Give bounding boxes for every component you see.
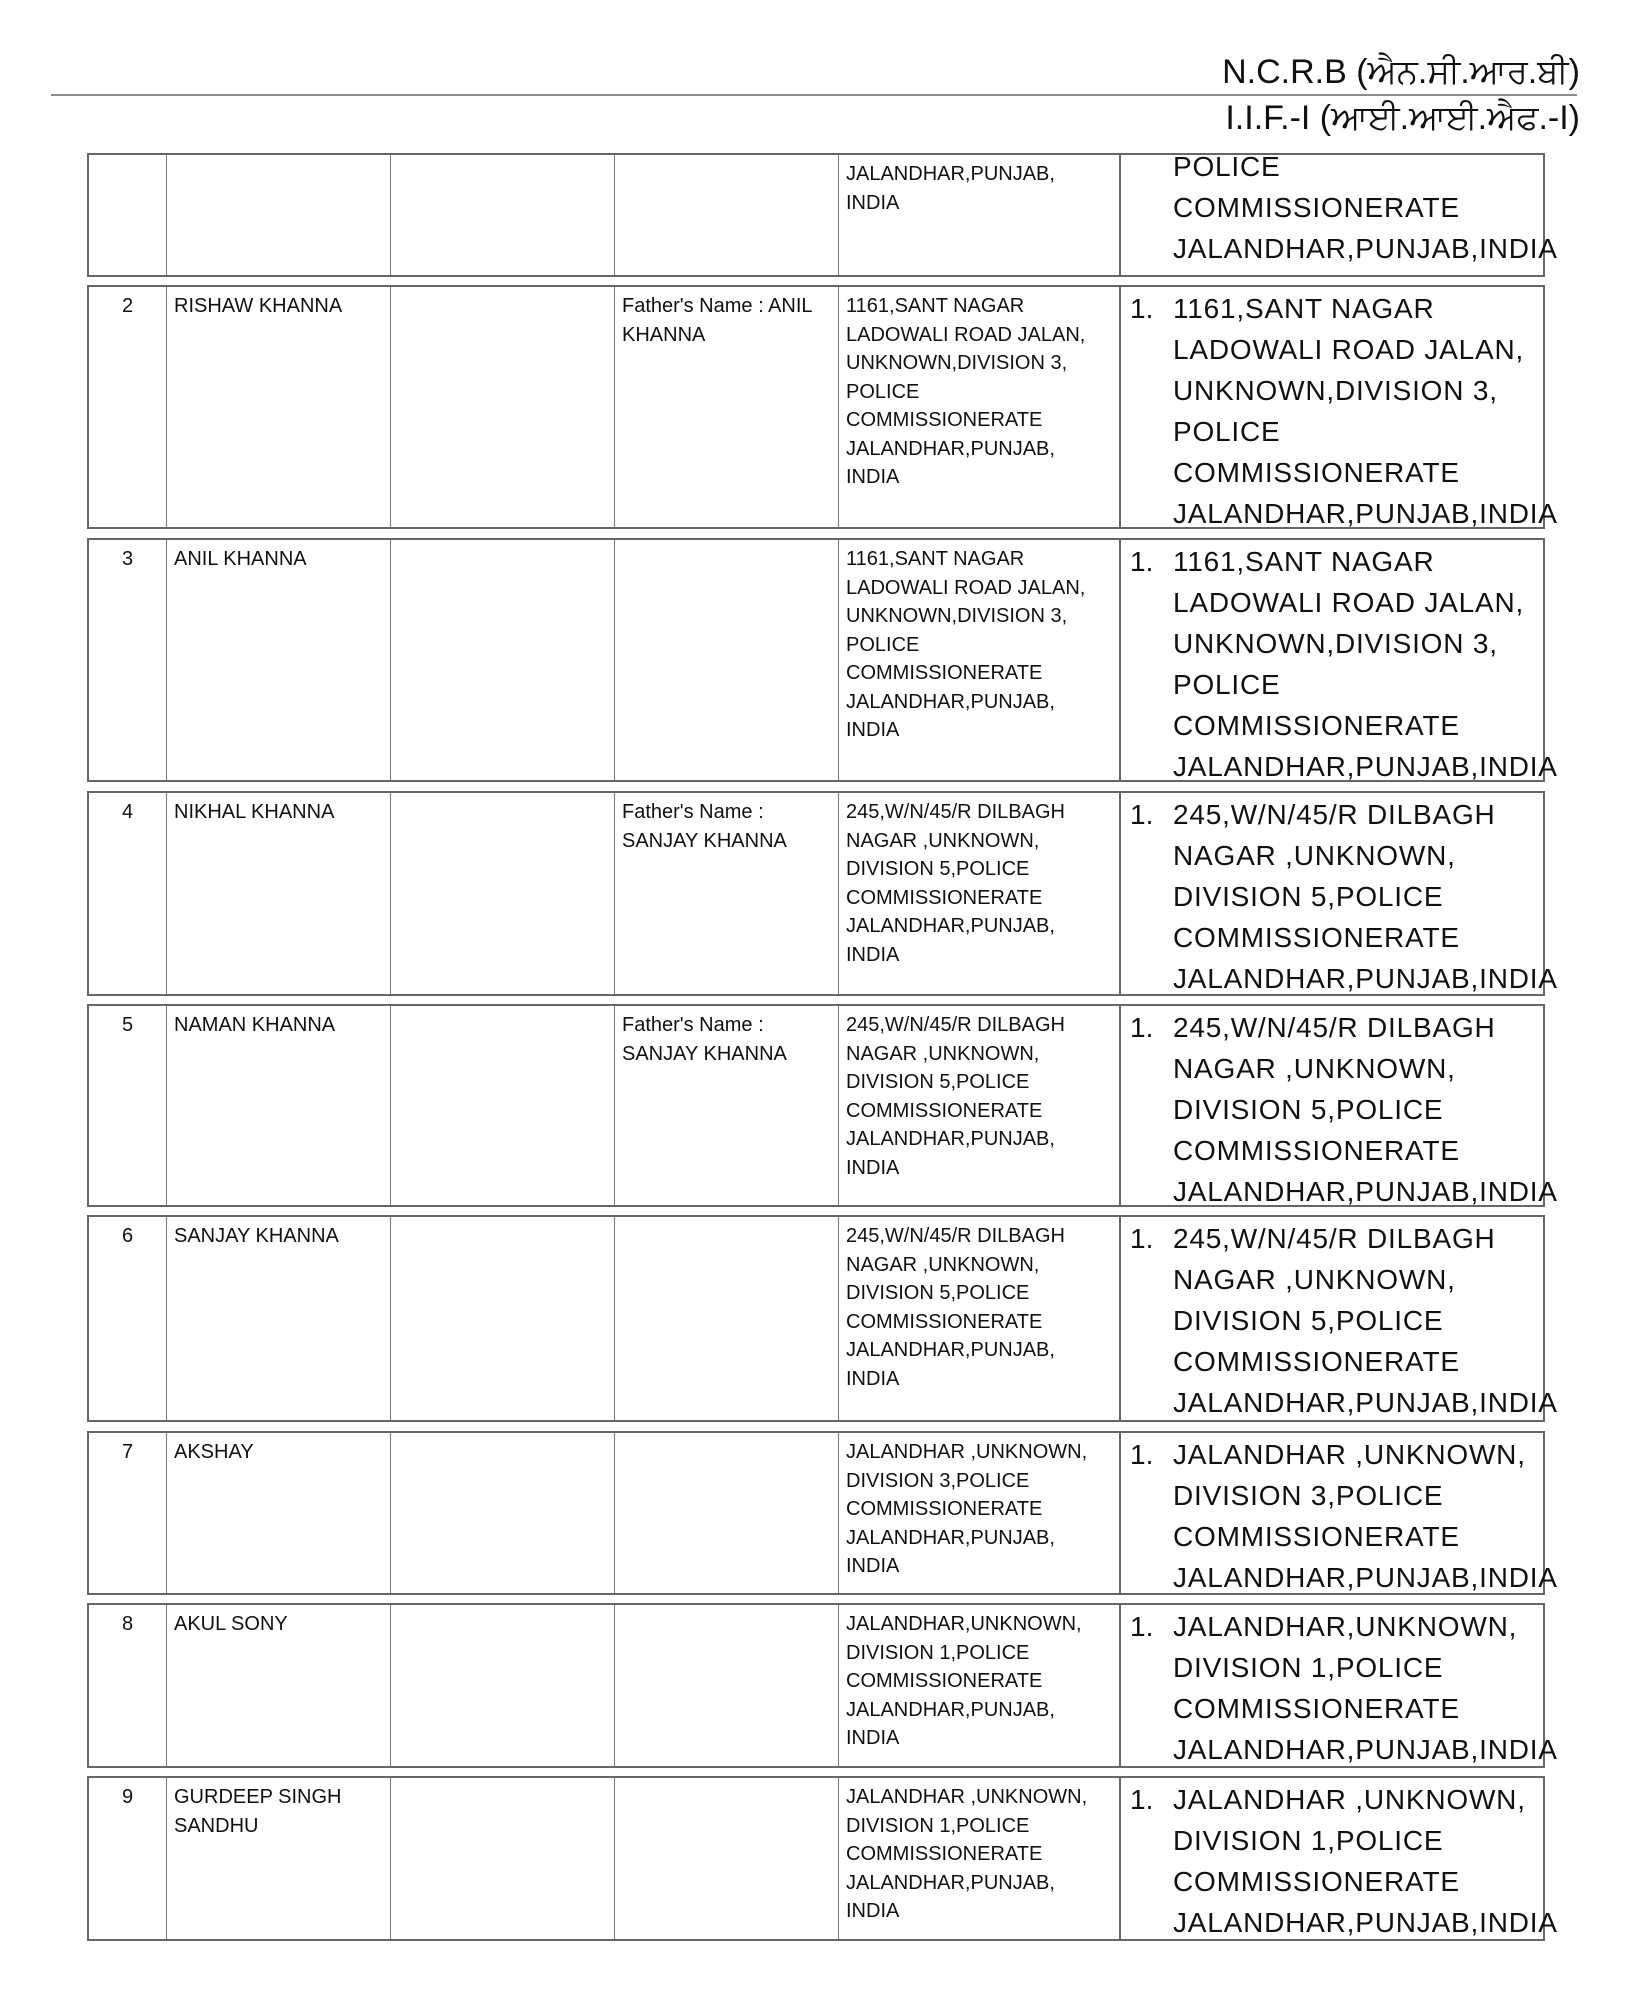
- address-list-cell: [1119, 1006, 1558, 1207]
- relative-name-cell: [614, 1217, 838, 1420]
- relative-name-cell: Father's Name : ANIL KHANNA: [614, 287, 838, 527]
- address-list-cell: [1119, 1217, 1558, 1420]
- name-cell: GURDEEP SINGH SANDHU: [166, 1778, 390, 1939]
- address-cell: 1161,SANT NAGAR LADOWALI ROAD JALAN, UNKNOWN,DIVISION 3, POLICE COMMISSIONERATE JALANDHAR,PUNJAB, INDIA: [838, 287, 1119, 527]
- list-marker: 1.: [1130, 799, 1154, 830]
- address-list-cell: [1119, 793, 1558, 994]
- alias-cell: [390, 540, 614, 780]
- relative-name-cell: [614, 155, 838, 275]
- address-list-cell: [1119, 1605, 1558, 1766]
- relative-name-cell: [614, 540, 838, 780]
- list-marker: 1.: [1130, 293, 1154, 324]
- address-list-item: JALANDHAR ,UNKNOWN, DIVISION 1,POLICE COMMISSIONERATE JALANDHAR,PUNJAB,INDIA: [1173, 1784, 1558, 1938]
- address-list-item: 245,W/N/45/R DILBAGH NAGAR ,UNKNOWN, DIVISION 5,POLICE COMMISSIONERATE JALANDHAR,PUNJAB,INDIA: [1173, 799, 1558, 994]
- serial-number-cell: 5: [121, 1014, 134, 1036]
- table-row: [87, 151, 1558, 277]
- name-cell: RISHAW KHANNA: [166, 287, 390, 527]
- serial-number-cell: [89, 155, 166, 275]
- table-row: [87, 1776, 1558, 1941]
- address-list-cell: [1119, 540, 1558, 782]
- table-row: [87, 1215, 1558, 1422]
- alias-cell: [390, 1006, 614, 1205]
- list-marker: 1.: [1130, 1223, 1154, 1254]
- address-list-item: POLICE COMMISSIONERATE JALANDHAR,PUNJAB,INDIA: [1173, 151, 1558, 264]
- form-title: I.I.F.-I (ਆਈ.ਆਈ.ਐਫ.-I): [1225, 99, 1580, 137]
- table-row: [87, 791, 1558, 996]
- serial-number-cell: 3: [121, 548, 134, 570]
- relative-name-cell: [614, 1433, 838, 1593]
- name-cell: AKUL SONY: [166, 1605, 390, 1766]
- address-list-item: 245,W/N/45/R DILBAGH NAGAR ,UNKNOWN, DIVISION 5,POLICE COMMISSIONERATE JALANDHAR,PUNJAB,INDIA: [1173, 1012, 1558, 1207]
- table-row: [87, 1603, 1558, 1768]
- alias-cell: [390, 1605, 614, 1766]
- table-row: [87, 1431, 1558, 1595]
- serial-number-cell: 2: [121, 295, 134, 317]
- alias-cell: [390, 793, 614, 994]
- alias-cell: [390, 1217, 614, 1420]
- name-cell: NIKHAL KHANNA: [166, 793, 390, 994]
- serial-number-cell: 6: [121, 1225, 134, 1247]
- address-list-cell: [1119, 1433, 1558, 1593]
- relative-name-cell: Father's Name : SANJAY KHANNA: [614, 793, 838, 994]
- alias-cell: [390, 1433, 614, 1593]
- address-list-item: 1161,SANT NAGAR LADOWALI ROAD JALAN, UNKNOWN,DIVISION 3, POLICE COMMISSIONERATE JALANDHAR,PUNJAB,INDIA: [1173, 293, 1558, 529]
- alias-cell: [390, 287, 614, 527]
- table-row: [87, 285, 1558, 529]
- table-row: [87, 1004, 1558, 1207]
- list-marker: 1.: [1130, 546, 1154, 577]
- serial-number-cell: 7: [121, 1441, 134, 1463]
- relative-name-cell: Father's Name : SANJAY KHANNA: [614, 1006, 838, 1205]
- name-cell: [166, 155, 390, 275]
- address-list-item: JALANDHAR,UNKNOWN, DIVISION 1,POLICE COMMISSIONERATE JALANDHAR,PUNJAB,INDIA: [1173, 1611, 1558, 1765]
- list-marker: 1.: [1130, 1012, 1154, 1043]
- address-list-cell: [1119, 151, 1558, 275]
- serial-number-cell: 4: [121, 801, 134, 823]
- serial-number-cell: 9: [121, 1786, 134, 1808]
- address-cell: JALANDHAR ,UNKNOWN, DIVISION 3,POLICE COMMISSIONERATE JALANDHAR,PUNJAB, INDIA: [838, 1433, 1119, 1593]
- address-cell: JALANDHAR,PUNJAB, INDIA: [838, 155, 1119, 275]
- list-marker: 1.: [1130, 1439, 1154, 1470]
- serial-number-cell: 8: [121, 1613, 134, 1635]
- name-cell: NAMAN KHANNA: [166, 1006, 390, 1205]
- address-cell: 245,W/N/45/R DILBAGH NAGAR ,UNKNOWN, DIVISION 5,POLICE COMMISSIONERATE JALANDHAR,PUNJAB, INDIA: [838, 1217, 1119, 1420]
- relative-name-cell: [614, 1605, 838, 1766]
- address-list-item: JALANDHAR ,UNKNOWN, DIVISION 3,POLICE COMMISSIONERATE JALANDHAR,PUNJAB,INDIA: [1173, 1439, 1558, 1593]
- address-cell: JALANDHAR ,UNKNOWN, DIVISION 1,POLICE COMMISSIONERATE JALANDHAR,PUNJAB, INDIA: [838, 1778, 1119, 1939]
- document-title: N.C.R.B (ਐਨ.ਸੀ.ਆਰ.ਬੀ): [1222, 53, 1580, 91]
- address-list-cell: [1119, 1778, 1558, 1939]
- address-cell: 245,W/N/45/R DILBAGH NAGAR ,UNKNOWN, DIVISION 5,POLICE COMMISSIONERATE JALANDHAR,PUNJAB, INDIA: [838, 1006, 1119, 1205]
- address-list-item: 245,W/N/45/R DILBAGH NAGAR ,UNKNOWN, DIVISION 5,POLICE COMMISSIONERATE JALANDHAR,PUNJAB,INDIA: [1173, 1223, 1558, 1418]
- address-list-cell: [1119, 287, 1558, 529]
- name-cell: ANIL KHANNA: [166, 540, 390, 780]
- alias-cell: [390, 1778, 614, 1939]
- address-cell: 245,W/N/45/R DILBAGH NAGAR ,UNKNOWN, DIVISION 5,POLICE COMMISSIONERATE JALANDHAR,PUNJAB, INDIA: [838, 793, 1119, 994]
- table-row: [87, 538, 1558, 782]
- list-marker: 1.: [1130, 1611, 1154, 1642]
- name-cell: AKSHAY: [166, 1433, 390, 1593]
- address-list-item: 1161,SANT NAGAR LADOWALI ROAD JALAN, UNKNOWN,DIVISION 3, POLICE COMMISSIONERATE JALANDHAR,PUNJAB,INDIA: [1173, 546, 1558, 782]
- list-marker: 1.: [1130, 1784, 1154, 1815]
- address-cell: JALANDHAR,UNKNOWN, DIVISION 1,POLICE COMMISSIONERATE JALANDHAR,PUNJAB, INDIA: [838, 1605, 1119, 1766]
- name-cell: SANJAY KHANNA: [166, 1217, 390, 1420]
- relative-name-cell: [614, 1778, 838, 1939]
- address-cell: 1161,SANT NAGAR LADOWALI ROAD JALAN, UNKNOWN,DIVISION 3, POLICE COMMISSIONERATE JALANDHAR,PUNJAB, INDIA: [838, 540, 1119, 780]
- alias-cell: [390, 155, 614, 275]
